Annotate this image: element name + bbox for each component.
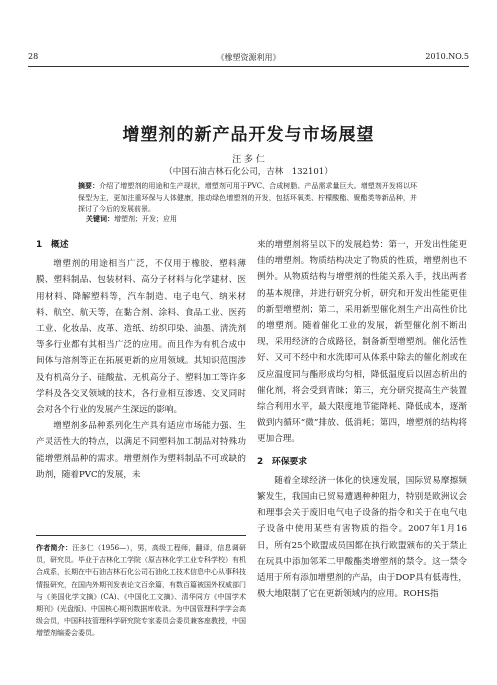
journal-name: 《橡塑资源利用》 — [216, 53, 281, 62]
paragraph: 增塑剂多品种系列化生产具有适应市场能力强、生产灵活性大的特点，以满足不同塑料加工制品对特殊功能增塑剂品种的需求。增塑剂作为塑料制品不可或缺的助剂，随着PVC的发展，未 — [36, 421, 246, 480]
footnote-text: 汪多仁（1956—），男，高级工程师，翻译，信息调研员，研究员。毕业于吉林化工学院（原吉林化学工业专科学校）有机合成系，长期在中石油吉林石化公司石油化工技术信息中心从事科技情报研究，在国内外期刊发表论文百余篇，有数百篇被国外权威部门与《美国化学文摘》(CA)、《中国化工文摘》、清华同方《中国学术期刊》(光盘版)、中国核心期刊数据库收录。为中国管理科学学会高级会员，中国科技管理科学研究院专家委员会委员兼客座教授，中国增塑剂编委会委员。 — [36, 544, 246, 638]
section-heading-overview: 1 概述 — [36, 240, 69, 250]
keywords-label: 关键词： — [86, 214, 114, 223]
page-number: 28 — [28, 52, 39, 61]
author-name: 汪 多 仁 — [232, 155, 265, 165]
abstract — [78, 180, 417, 216]
paragraph: 来的增塑剂将呈以下的发展趋势：第一，开发出性能更佳的增塑剂。物质结构决定了物质的性质，增塑剂也不例外。从物质结构与增塑剂的性能关系入手，找出两者的基本规律，并进行研究分析，研究和开发出性能更佳的新型增塑剂；第二，采用新型催化剂生产出高性价比的增塑剂。随着催化工业的发展，新型催化剂不断出现，采用经济的合成路径，制备新型增塑剂。催化活性好、又可不经中和水洗即可从体系中除去的催化剂或在反应温度同与酯形成均匀相，降低温度后以固态析出的催化剂，将会受到青睐；第三，充分研究提高生产装置综合利用水平，最大限度地节能降耗、降低成本，逐渐做到内循环“微”排放、低消耗；第四，增塑剂的结构将更加合理。 — [257, 240, 467, 445]
running-header — [28, 52, 469, 67]
issue-number: 2010.NO.5 — [425, 52, 469, 61]
author-affiliation: （中国石油吉林石化公司，吉林 132101） — [164, 167, 333, 177]
right-column — [257, 237, 467, 602]
paragraph: 随着全球经济一体化的快速发展，国际贸易摩擦频繁发生，我国由已贸易遭遇种种阻力，特别是欧洲议会和理事会关于废旧电气电子设备的指令和关于在电气电子设备中使用某些有害物质的指令。2007年1月16日，所有25个欧盟成员国都在执行欧盟颁布的关于禁止在玩具中添加邻苯二甲酸酯类增塑剂的禁令。这一禁令适用于所有添加增塑剂的产品，由于DOP具有低毒性，极大地限制了它在更新领域内的应用。ROHS指 — [257, 475, 467, 600]
paragraph: 增塑剂的用途相当广泛，不仅用于橡胶、塑料薄膜、塑料制品、包装材料、高分子材料与化学建材、医用材料、降解塑料等，汽车制造、电子电气、纳米材料、航空、航天等，在黏合剂、涂料、食品工业、医药工业、化妆品、皮革、造纸、纺织印染、油墨、清洗剂等多行业都有其相当广泛的应用。而且作为有机合成中间体与溶剂等正在拓展更新的应用领域。其知识范围涉及有机高分子、硅酸盐、无机高分子、塑料加工等许多学科及各交叉领域的技术，各行业相互渗透、交叉同时会对各个行业的发展产生深远的影响。 — [36, 259, 246, 416]
keywords-text: 增塑剂；开发；应用 — [114, 215, 177, 223]
author-footnote — [36, 535, 246, 640]
footnote-label: 作者简介： — [36, 543, 73, 552]
article-title: 增塑剂的新产品开发与市场展望 — [122, 125, 375, 145]
left-column — [36, 237, 246, 483]
abstract-label: 摘要： — [78, 181, 100, 190]
section-heading-environmental: 2 环保要求 — [257, 456, 308, 467]
keywords — [86, 214, 177, 224]
abstract-text: 介绍了增塑剂的用途和生产现状，增塑剂可用于PVC、合成树脂、产品需求量巨大。增塑剂开发将以环保型为主，更加注重环保与人体健康，推动绿色增塑剂的开发，包括环氧类、柠檬酸酯、聚酯类等新品种，并探讨了今后的发展前景。 — [78, 182, 417, 213]
